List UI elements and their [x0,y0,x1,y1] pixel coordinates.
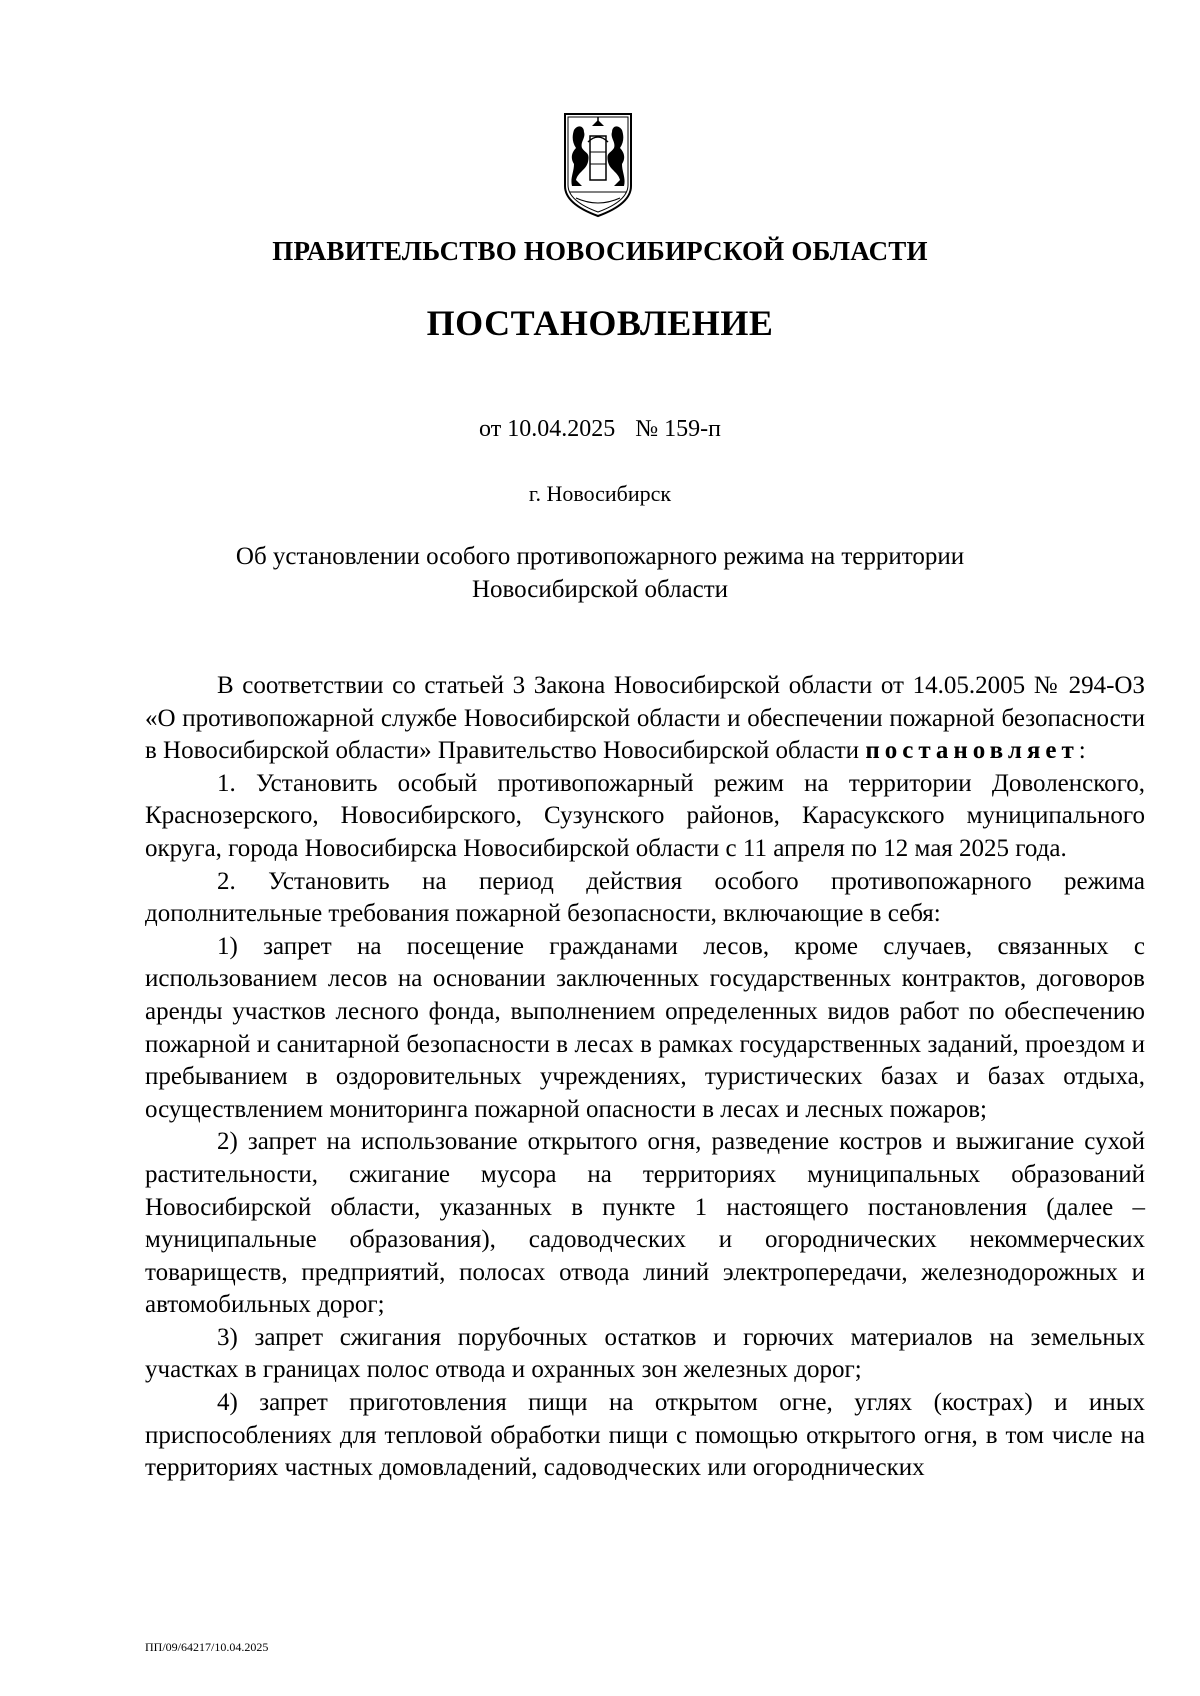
coat-of-arms-icon [562,108,634,220]
subitem-1: 1) запрет на посещение гражданами лесов, кроме случаев, связанных с использованием лесов на основании заключенных государственных контрактов, договоров аренды участков лесного фонда, выполнением определенных видов работ по обеспечению пожарной и санитарной безопасности в лесах в рамках государственных заданий, проездом и пребыванием в оздоровительных учреждениях, туристических базах и базах отдыха, осуществлением мониторинга пожарной опасности в лесах и лесных пожаров; [145,932,1145,1123]
paragraph-item-2: 2. Установить на период действия особого противопожарного режима дополнительные требования пожарной безопасности, включающие в себя: [145,867,1145,928]
document-date: 10.04.2025 [507,416,616,442]
date-prefix: от [479,416,502,442]
intro-end: : [1078,737,1086,765]
intro-text: В соответствии со статьей 3 Закона Новосибирской области от 14.05.2005 № 294-ОЗ «О противопожарной службе Новосибирской области и обеспечении пожарной безопасности в Новосибирской области» Правительство Новосибирской области [145,672,1145,765]
document-code: ПП/09/64217/10.04.2025 [145,1640,269,1654]
document-type-title: ПОСТАНОВЛЕНИЕ [426,303,774,343]
document-date-number [0,416,1200,443]
paragraph-item-1: 1. Установить особый противопожарный режим на территории Доволенского, Краснозерского, Новосибирского, Сузунского районов, Карасукского муниципального округа, города Новосибирска Новосибирской области с 11 апреля по 12 мая 2025 года. [145,769,1145,862]
city: г. Новосибирск [528,481,672,506]
document-number: 159-п [664,416,721,442]
subitem-4: 4) запрет приготовления пищи на открытом огне, углях (кострах) и иных приспособлениях для тепловой обработки пищи с помощью открытого огня, в том числе на территориях частных домовладений, садоводческих или огороднических [145,1389,1145,1482]
subject-line-2: Новосибирской области [471,576,729,603]
subitem-2: 2) запрет на использование открытого огня, разведение костров и выжигание сухой растительности, сжигание мусора на территориях муниципальных образований Новосибирской области, указанных в пункте 1 настоящего постановления (далее – муниципальные образования), садоводческих и огороднических некоммерческих товариществ, предприятий, полосах отвода линий электропередачи, железнодорожных и автомобильных дорог; [145,1128,1145,1319]
organization-title: ПРАВИТЕЛЬСТВО НОВОСИБИРСКОЙ ОБЛАСТИ [272,236,928,266]
document-subject [0,540,1200,606]
document-body [145,670,1145,1485]
subitem-3: 3) запрет сжигания порубочных остатков и горючих материалов на земельных участках в границах полос отвода и охранных зон железных дорог; [145,1323,1145,1384]
subject-line-1: Об установлении особого противопожарного режима на территории [235,543,965,570]
number-sign: № [635,416,659,442]
intro-paragraph [145,670,1145,768]
resolves-word: постановляет [865,737,1079,765]
